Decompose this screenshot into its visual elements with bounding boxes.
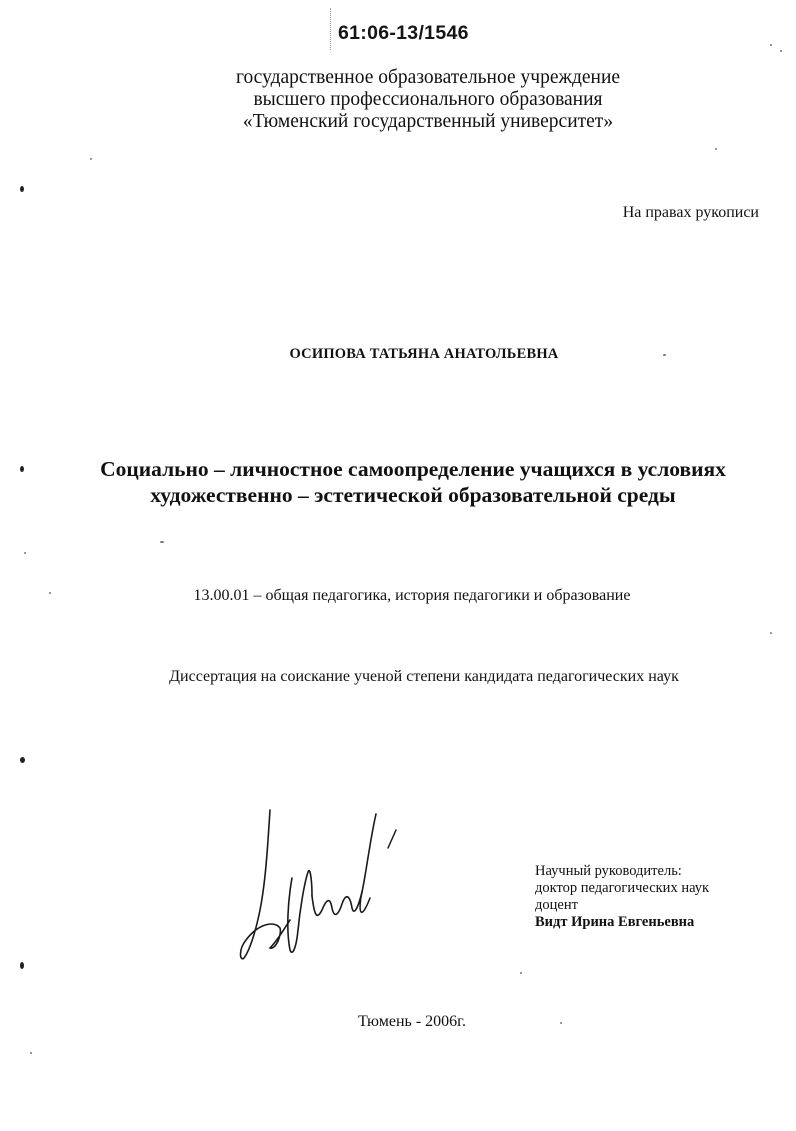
scan-speck xyxy=(160,541,164,543)
dissertation-title xyxy=(0,456,796,508)
institution-line-1: государственное образовательное учреждение xyxy=(235,67,621,88)
degree-statement: Диссертация на соискание ученой степени кандидата педагогических наук xyxy=(169,668,679,685)
scan-speck xyxy=(20,757,25,763)
supervisor-block xyxy=(535,863,709,931)
scan-speck xyxy=(30,1052,32,1054)
specialty-code: 13.00.01 – общая педагогика, история педагогики и образование xyxy=(193,587,631,604)
scan-speck xyxy=(24,552,26,554)
supervisor-name: Видт Ирина Евгеньевна xyxy=(535,914,695,930)
scan-speck xyxy=(770,632,772,634)
city-year: Тюмень - 2006г. xyxy=(358,1013,466,1030)
scan-speck xyxy=(663,354,666,356)
scan-speck xyxy=(90,158,92,160)
scan-margin-line xyxy=(330,8,331,50)
supervisor-rank: доцент xyxy=(535,897,578,913)
manuscript-note: На правах рукописи xyxy=(622,204,759,221)
author-name: ОСИПОВА ТАТЬЯНА АНАТОЛЬЕВНА xyxy=(289,346,559,362)
title-line-1: Социально – личностное самоопределение учащихся в условиях xyxy=(100,457,726,481)
supervisor-degree: доктор педагогических наук xyxy=(535,880,710,896)
scan-speck xyxy=(560,1022,562,1024)
scan-speck xyxy=(20,466,24,472)
title-line-2: художественно – эстетической образовательной среды xyxy=(150,483,676,507)
scan-speck xyxy=(20,962,24,969)
handwritten-signature xyxy=(230,800,410,970)
supervisor-role: Научный руководитель: xyxy=(535,863,682,879)
scan-speck xyxy=(520,972,522,974)
institution-block xyxy=(0,67,796,133)
archive-code: 61:06-13/1546 xyxy=(338,22,469,44)
scan-speck xyxy=(715,148,717,150)
institution-line-2: высшего профессионального образования xyxy=(253,89,603,110)
institution-line-3: «Тюменский государственный университет» xyxy=(242,111,614,132)
scan-speck xyxy=(780,50,782,52)
scan-speck xyxy=(20,186,24,192)
scan-speck xyxy=(770,44,772,46)
scan-speck xyxy=(49,592,51,594)
